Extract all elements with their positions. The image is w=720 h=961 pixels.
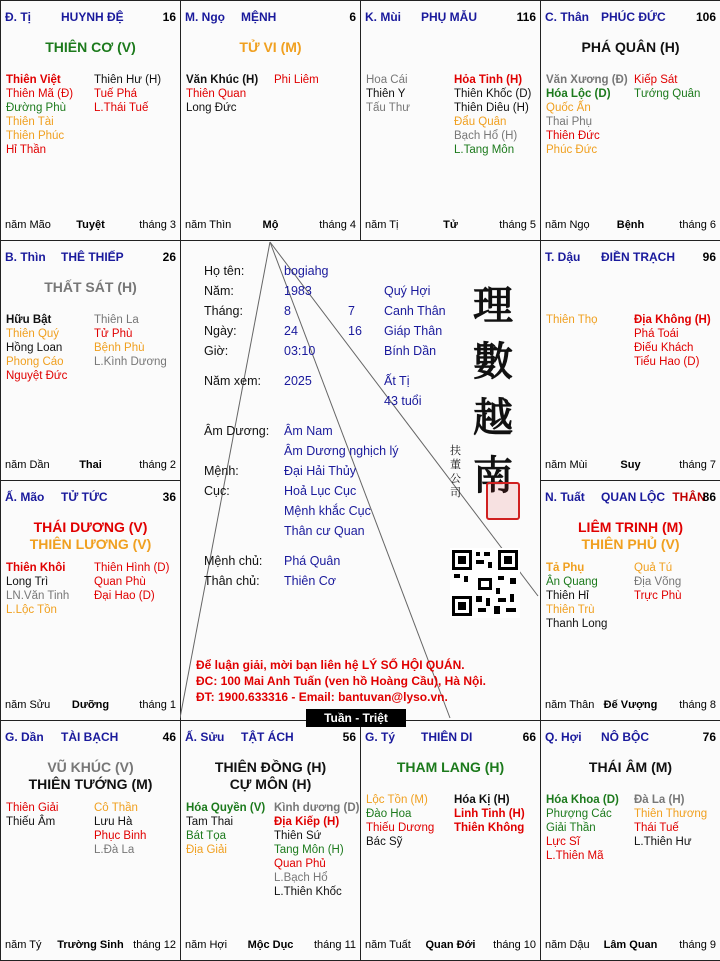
- palace-name: TẬT ÁCH: [241, 730, 294, 744]
- palace-header: [5, 250, 176, 266]
- calligraphy-char-4: 南: [473, 452, 513, 499]
- month-canchi: Canh Thân: [384, 304, 446, 318]
- palace-header: [365, 730, 536, 746]
- palace-header: [545, 730, 716, 746]
- menhchu-value: Phá Quân: [284, 554, 341, 568]
- star-item: Thiên La: [94, 314, 139, 326]
- star-item: Hỉ Thần: [6, 144, 47, 156]
- hour-canchi: Bính Dần: [384, 344, 437, 358]
- star-item: Nguyệt Đức: [6, 370, 68, 382]
- main-star: THAM LANG (H): [396, 759, 505, 775]
- star-item: Quan Phủ: [274, 858, 326, 870]
- star-item: Ân Quang: [546, 576, 598, 588]
- palace-branch: Đ. Tị: [5, 10, 31, 24]
- main-star: THÁI DƯƠNG (V): [33, 519, 148, 535]
- life-stage: Quan Đới: [425, 939, 476, 951]
- palace-header: [5, 10, 176, 26]
- star-item: Giải Thần: [546, 822, 596, 834]
- main-star: THIÊN TƯỚNG (M): [28, 776, 153, 792]
- star-item: Địa Kiếp (H): [274, 816, 340, 828]
- view-year-value: 2025: [284, 374, 312, 388]
- star-item: Đà La (H): [634, 794, 685, 806]
- star-item: Bạch Hổ (H): [454, 130, 518, 142]
- main-stars: [1, 519, 180, 553]
- main-star: THIÊN LƯƠNG (V): [29, 536, 152, 552]
- life-stage: Bệnh: [616, 219, 645, 231]
- star-item: Quả Tú: [634, 562, 673, 574]
- star-item: Kình dương (D): [274, 802, 360, 814]
- main-star: TỬ VI (M): [239, 39, 302, 55]
- palace-year: năm Thìn: [185, 219, 232, 231]
- palace-month: tháng 4: [319, 219, 356, 231]
- calligraphy-side-text: 扶 董 公 司: [450, 444, 461, 499]
- minor-stars-left: [546, 561, 607, 631]
- star-item: Hồng Loan: [6, 342, 63, 354]
- palace-month: tháng 3: [139, 219, 176, 231]
- palace-branch: Q. Hợi: [545, 730, 582, 744]
- palace-name: ĐIỀN TRẠCH: [601, 250, 675, 264]
- star-item: Phượng Các: [546, 808, 612, 820]
- star-item: Tuế Phá: [94, 88, 138, 100]
- star-item: Phục Binh: [94, 830, 147, 842]
- star-item: Thiên Đức: [546, 130, 600, 142]
- star-item: Thiên Thọ: [546, 314, 598, 326]
- main-star: LIÊM TRINH (M): [578, 519, 683, 535]
- palace-number: 56: [342, 730, 356, 744]
- main-star: THIÊN ĐỒNG (H): [214, 759, 327, 775]
- star-item: Thiếu Dương: [366, 822, 435, 834]
- palace-year: năm Hợi: [185, 939, 228, 951]
- main-stars: [181, 759, 360, 793]
- palace-branch: C. Thân: [545, 10, 589, 24]
- palace-header: [5, 490, 176, 506]
- star-item: Hóa Lộc (D): [546, 88, 611, 100]
- star-item: Hỏa Tinh (H): [454, 74, 523, 86]
- calligraphy-char-1: 理: [473, 282, 513, 329]
- star-item: Địa Giải: [186, 844, 227, 856]
- palace-year: năm Dậu: [545, 939, 590, 951]
- month-lunar: 7: [348, 304, 355, 318]
- qr-code-icon[interactable]: [450, 548, 520, 618]
- star-item: L.Kình Dương: [94, 356, 167, 368]
- palace-name: HUYNH ĐỆ: [61, 10, 124, 24]
- palace-number: 96: [702, 250, 716, 264]
- main-star: THIÊN CƠ (V): [45, 39, 136, 55]
- palace-year: năm Ngọ: [545, 219, 590, 231]
- main-star: CỰ MÔN (H): [229, 776, 312, 792]
- main-stars: [541, 39, 720, 56]
- minor-stars-right: [94, 801, 146, 857]
- palace-name: PHỤ MẪU: [421, 10, 477, 24]
- star-item: Thiên Thương: [634, 808, 708, 820]
- star-item: Lộc Tồn (M): [366, 794, 428, 806]
- star-item: Tấu Thư: [366, 102, 410, 114]
- palace-name: PHÚC ĐỨC: [601, 10, 666, 24]
- palace-dan[interactable]: [0, 720, 181, 961]
- palace-name: THIÊN DI: [421, 730, 473, 744]
- main-star: THÁI ÂM (M): [588, 759, 673, 775]
- view-year-label: Năm xem:: [204, 374, 261, 388]
- minor-stars-left: [6, 561, 69, 617]
- star-item: Thanh Long: [546, 618, 608, 630]
- palace-branch: G. Tý: [365, 730, 396, 744]
- life-stage: Trường Sinh: [57, 939, 124, 951]
- star-item: Phong Cáo: [6, 356, 64, 368]
- minor-stars-left: [186, 73, 258, 115]
- palace-number: 116: [516, 10, 536, 24]
- star-item: Hóa Khoa (D): [546, 794, 619, 806]
- minor-stars-right: [274, 73, 319, 87]
- palace-mao[interactable]: [0, 480, 181, 721]
- star-item: Phi Liêm: [274, 74, 319, 86]
- star-item: L.Bạch Hổ: [274, 872, 328, 884]
- star-item: Thiên Mã (Đ): [6, 88, 74, 100]
- main-star: VŨ KHÚC (V): [47, 759, 134, 775]
- star-item: Thiếu Âm: [6, 816, 56, 828]
- minor-stars-left: [366, 73, 410, 115]
- main-stars: [181, 39, 360, 56]
- star-item: Địa Không (H): [634, 314, 711, 326]
- star-item: Tướng Quân: [634, 88, 701, 100]
- thanchu-label: Thân chủ:: [204, 574, 260, 588]
- star-item: Cô Thần: [94, 802, 138, 814]
- main-stars: [1, 39, 180, 56]
- star-item: Thiên Y: [366, 88, 406, 100]
- calligraphy-char-3: 越: [473, 394, 513, 441]
- star-item: Quan Phù: [94, 576, 146, 588]
- star-item: Tử Phù: [94, 328, 133, 340]
- palace-header: [545, 250, 716, 266]
- palace-number: 36: [162, 490, 176, 504]
- amduong-note: Âm Dương nghịch lý: [284, 444, 399, 458]
- life-stage: Suy: [620, 459, 641, 471]
- star-item: Thiên Trù: [546, 604, 595, 616]
- minor-stars-right: [94, 73, 161, 115]
- palace-ngo[interactable]: [180, 0, 361, 241]
- palace-name: NÔ BỘC: [601, 730, 649, 744]
- life-stage: Mộc Dục: [247, 939, 294, 951]
- than-marker: THÂN: [672, 490, 706, 504]
- day-lunar: 16: [348, 324, 362, 338]
- palace-branch: T. Dậu: [545, 250, 581, 264]
- palace-footer: [5, 939, 176, 953]
- star-item: Thiên Hư (H): [94, 74, 162, 86]
- palace-branch: K. Mùi: [365, 10, 401, 24]
- star-item: Phúc Đức: [546, 144, 598, 156]
- than-position: Thân cư Quan: [284, 524, 365, 538]
- palace-hoi[interactable]: [540, 720, 720, 961]
- view-year-canchi: Ất Tị: [384, 374, 410, 388]
- palace-month: tháng 7: [679, 459, 716, 471]
- palace-number: 66: [522, 730, 536, 744]
- main-stars: [361, 759, 540, 776]
- life-stage: Mộ: [262, 219, 279, 231]
- star-item: L.Thiên Khốc: [274, 886, 342, 898]
- palace-year: năm Tuất: [365, 939, 411, 951]
- palace-number: 16: [162, 10, 176, 24]
- palace-branch: Ấ. Sửu: [185, 730, 225, 744]
- star-item: Quốc Ấn: [546, 102, 591, 114]
- palace-footer: [185, 939, 356, 953]
- year-value: 1983: [284, 284, 312, 298]
- day-label: Ngày:: [204, 324, 237, 338]
- minor-stars-right: [94, 561, 169, 603]
- palace-month: tháng 10: [493, 939, 536, 951]
- palace-footer: [365, 939, 536, 953]
- palace-month: tháng 1: [139, 699, 176, 711]
- contact-phone-email[interactable]: ĐT: 1900.633316 - Email: bantuvan@lyso.vn.: [196, 690, 448, 704]
- star-item: Hóa Kị (H): [454, 794, 510, 806]
- star-item: Thiên Giải: [6, 802, 59, 814]
- palace-year: năm Mùi: [545, 459, 588, 471]
- year-canchi: Quý Hợi: [384, 284, 431, 298]
- minor-stars-left: [6, 313, 67, 383]
- star-item: Thiên Khôi: [6, 562, 66, 574]
- star-item: Đẩu Quân: [454, 116, 507, 128]
- palace-footer: [545, 699, 716, 713]
- star-item: Bệnh Phù: [94, 342, 145, 354]
- palace-month: tháng 8: [679, 699, 716, 711]
- star-item: Hữu Bật: [6, 314, 52, 326]
- palace-number: 46: [162, 730, 176, 744]
- tuan-triet-marker: Tuần - Triệt: [306, 709, 406, 727]
- calligraphy-char-2: 數: [473, 338, 513, 385]
- palace-branch: G. Dần: [5, 730, 44, 744]
- star-item: Lực Sĩ: [546, 836, 580, 848]
- star-item: Thiên Diêu (H): [454, 102, 529, 114]
- palace-footer: [545, 219, 716, 233]
- minor-stars-right: [454, 73, 531, 157]
- star-item: Điếu Khách: [634, 342, 694, 354]
- menh-value: Đại Hải Thủy: [284, 464, 357, 478]
- palace-name: TỬ TỨC: [61, 490, 108, 504]
- palace-month: tháng 12: [133, 939, 176, 951]
- palace-number: 6: [349, 10, 356, 24]
- life-stage: Tuyệt: [76, 219, 105, 231]
- palace-footer: [5, 219, 176, 233]
- star-item: Địa Võng: [634, 576, 682, 588]
- palace-number: 76: [702, 730, 716, 744]
- amduong-label: Âm Dương:: [204, 424, 270, 438]
- hour-label: Giờ:: [204, 344, 229, 358]
- palace-month: tháng 11: [313, 939, 356, 951]
- palace-thin[interactable]: [0, 240, 181, 481]
- palace-footer: [5, 459, 176, 473]
- palace-footer: [365, 219, 536, 233]
- palace-number: 106: [695, 10, 716, 24]
- palace-branch: B. Thìn: [5, 250, 46, 264]
- palace-name: MỆNH: [241, 10, 277, 24]
- palace-month: tháng 9: [679, 939, 716, 951]
- thanchu-value: Thiên Cơ: [284, 574, 336, 588]
- minor-stars-left: [366, 793, 434, 849]
- center-info-panel: [180, 240, 540, 720]
- life-stage: Thai: [79, 459, 102, 471]
- star-item: Hóa Quyền (V): [186, 802, 266, 814]
- palace-name: THÊ THIẾP: [61, 250, 124, 264]
- name-value: bogiahg: [284, 264, 329, 278]
- star-item: Tam Thai: [186, 816, 234, 828]
- star-item: Tiểu Hao (D): [634, 356, 700, 368]
- minor-stars-right: [94, 313, 167, 369]
- star-item: L.Thiên Mã: [546, 850, 604, 862]
- palace-ti[interactable]: [0, 0, 181, 241]
- palace-header: [365, 10, 536, 26]
- star-item: Trực Phù: [634, 590, 682, 602]
- main-stars: [541, 519, 720, 553]
- life-stage: Tử: [443, 219, 458, 231]
- star-item: Đào Hoa: [366, 808, 412, 820]
- star-item: Linh Tinh (H): [454, 808, 525, 820]
- main-star: THIÊN PHỦ (V): [581, 536, 680, 552]
- star-item: Đại Hao (D): [94, 590, 155, 602]
- palace-dau[interactable]: [540, 240, 720, 481]
- palace-year: năm Tý: [5, 939, 42, 951]
- palace-mui[interactable]: [360, 0, 541, 241]
- palace-header: [5, 730, 176, 746]
- minor-stars-right: [634, 561, 682, 603]
- life-stage: Lâm Quan: [603, 939, 658, 951]
- palace-tuat[interactable]: [540, 480, 720, 721]
- minor-stars-right: [274, 801, 359, 899]
- menhchu-label: Mệnh chủ:: [204, 554, 263, 568]
- amduong-value: Âm Nam: [284, 424, 333, 438]
- star-item: Văn Xương (Đ): [546, 74, 628, 86]
- palace-name: QUAN LỘC THÂN: [601, 490, 706, 504]
- hour-value: 03:10: [284, 344, 316, 358]
- cuc-label: Cục:: [204, 484, 230, 498]
- star-item: Phá Toái: [634, 328, 679, 340]
- palace-name: TÀI BẠCH: [61, 730, 119, 744]
- palace-header: [545, 490, 716, 506]
- palace-month: tháng 5: [499, 219, 536, 231]
- age-value: 43 tuổi: [384, 394, 422, 408]
- star-item: Thiên Quý: [6, 328, 60, 340]
- star-item: Thiên Hỉ: [546, 590, 589, 602]
- star-item: Thiên Tài: [6, 116, 54, 128]
- star-item: Thai Phụ: [546, 116, 593, 128]
- star-item: L.Tang Môn: [454, 144, 515, 156]
- star-item: Kiếp Sát: [634, 74, 678, 86]
- star-item: Hoa Cái: [366, 74, 408, 86]
- minor-stars-left: [6, 73, 73, 157]
- star-item: Thiên Khốc (D): [454, 88, 532, 100]
- star-item: Thiên Không: [454, 822, 525, 834]
- star-item: Thiên Việt: [6, 74, 61, 86]
- palace-suu[interactable]: [180, 720, 361, 961]
- palace-footer: [545, 459, 716, 473]
- palace-branch: M. Ngọ: [185, 10, 225, 24]
- main-star: THẤT SÁT (H): [44, 279, 137, 295]
- minor-stars-right: [634, 793, 707, 849]
- palace-year: năm Tị: [365, 219, 399, 231]
- star-item: Thiên Hình (D): [94, 562, 170, 574]
- menh-label: Mệnh:: [204, 464, 239, 478]
- star-item: Lưu Hà: [94, 816, 133, 828]
- star-item: L.Thái Tuế: [94, 102, 149, 114]
- cuc-value: Hoả Lục Cục: [284, 484, 357, 498]
- red-seal-stamp: [486, 482, 520, 520]
- palace-branch: Ấ. Mão: [5, 490, 45, 504]
- star-item: Thiên Phúc: [6, 130, 65, 142]
- minor-stars-right: [634, 313, 711, 369]
- minor-stars-right: [454, 793, 525, 835]
- palace-header: [185, 730, 356, 746]
- star-item: L.Thiên Hư: [634, 836, 692, 848]
- contact-line-1: Để luận giải, mời bạn liên hệ LÝ SỐ HỘI QUÁN.: [196, 658, 465, 672]
- minor-stars-left: [546, 793, 619, 863]
- star-item: LN.Văn Tinh: [6, 590, 70, 602]
- palace-header: [545, 10, 716, 26]
- main-stars: [1, 759, 180, 793]
- main-star: PHÁ QUÂN (H): [581, 39, 680, 55]
- palace-year: năm Mão: [5, 219, 51, 231]
- year-label: Năm:: [204, 284, 234, 298]
- day-value: 24: [284, 324, 298, 338]
- palace-header: [185, 10, 356, 26]
- star-item: Thái Tuế: [634, 822, 679, 834]
- life-stage: Dưỡng: [71, 699, 110, 711]
- palace-ty[interactable]: [360, 720, 541, 961]
- day-canchi: Giáp Thân: [384, 324, 443, 338]
- month-value: 8: [284, 304, 291, 318]
- palace-year: năm Dần: [5, 459, 50, 471]
- palace-month: tháng 6: [679, 219, 716, 231]
- minor-stars-left: [546, 313, 598, 327]
- palace-year: năm Sửu: [5, 699, 51, 711]
- month-label: Tháng:: [204, 304, 243, 318]
- star-item: L.Lộc Tồn: [6, 604, 57, 616]
- minor-stars-left: [186, 801, 265, 857]
- contact-address: ĐC: 100 Mai Anh Tuấn (ven hồ Hoàng Cầu), Hà Nội.: [196, 674, 487, 688]
- name-label: Họ tên:: [204, 264, 245, 278]
- palace-number: 86: [702, 490, 716, 504]
- main-stars: [1, 279, 180, 296]
- star-item: Long Đức: [186, 102, 237, 114]
- palace-footer: [185, 219, 356, 233]
- cuc-relation: Mệnh khắc Cục: [284, 504, 371, 518]
- minor-stars-right: [634, 73, 700, 101]
- palace-year: năm Thân: [545, 699, 595, 711]
- star-item: Thiên Quan: [186, 88, 247, 100]
- palace-footer: [5, 699, 176, 713]
- star-item: Tang Môn (H): [274, 844, 344, 856]
- life-stage: Đế Vượng: [603, 699, 658, 711]
- star-item: Long Trì: [6, 576, 49, 588]
- minor-stars-left: [546, 73, 628, 157]
- star-item: Văn Khúc (H): [186, 74, 259, 86]
- star-item: Thiên Sứ: [274, 830, 322, 842]
- star-item: L.Đà La: [94, 844, 135, 856]
- palace-month: tháng 2: [139, 459, 176, 471]
- palace-than[interactable]: [540, 0, 720, 241]
- palace-footer: [545, 939, 716, 953]
- star-item: Bác Sỹ: [366, 836, 403, 848]
- palace-branch: N. Tuất: [545, 490, 585, 504]
- star-item: Tả Phụ: [546, 562, 585, 574]
- minor-stars-left: [6, 801, 58, 829]
- palace-number: 26: [162, 250, 176, 264]
- star-item: Bát Tọa: [186, 830, 227, 842]
- star-item: Đường Phù: [6, 102, 66, 114]
- main-stars: [541, 759, 720, 776]
